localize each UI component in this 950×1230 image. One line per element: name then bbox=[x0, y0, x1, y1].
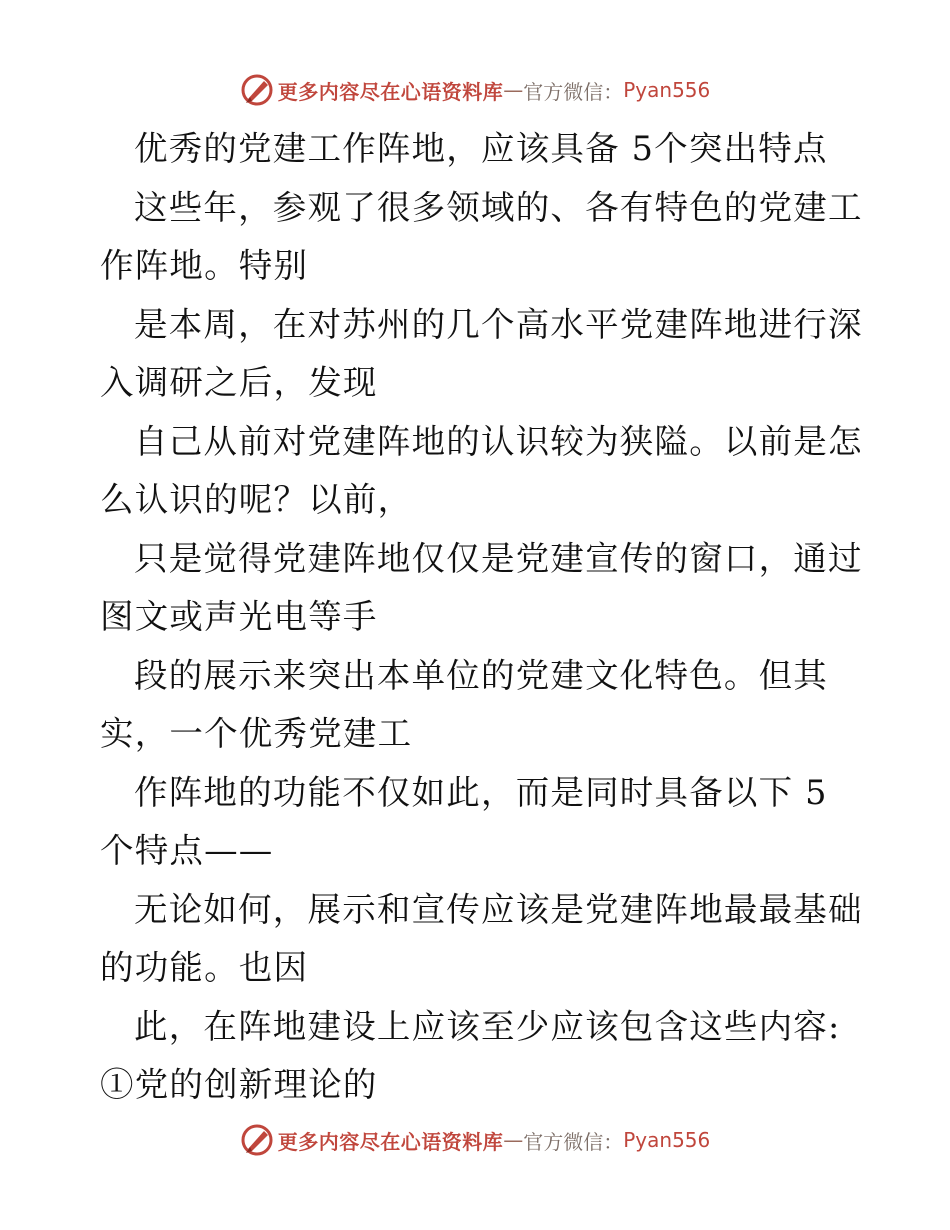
paragraph-line: 图文或声光电等手 bbox=[100, 597, 378, 636]
paragraph-line: 是本周，在对苏州的几个高水平党建阵地进行深 bbox=[134, 304, 863, 344]
paragraph-line: 只是觉得党建阵地仅仅是党建宣传的窗口，通过 bbox=[134, 538, 863, 578]
paragraph-line: 的功能。也因 bbox=[100, 948, 309, 987]
watermark-separator: — bbox=[503, 78, 524, 102]
paragraph-line: 作阵地的功能不仅如此，而是同时具备以下 5 bbox=[134, 772, 828, 812]
watermark-secondary-text: 官方微信： bbox=[523, 1129, 624, 1154]
paragraph-line: 优秀的党建工作阵地，应该具备 5个突出特点 bbox=[134, 129, 828, 168]
watermark-separator: — bbox=[503, 1128, 524, 1152]
watermark-secondary-text: 官方微信： bbox=[523, 79, 624, 104]
paragraph-line: 么认识的呢？以前， bbox=[100, 480, 413, 519]
paragraph-line: 入调研之后，发现 bbox=[100, 363, 378, 402]
paragraph-line: ①党的创新理论的 bbox=[100, 1065, 378, 1104]
pen-seal-logo-icon bbox=[240, 73, 274, 107]
paragraph-line: 个特点—— bbox=[100, 831, 274, 870]
paragraph-line: 无论如何，展示和宣传应该是党建阵地最最基础 bbox=[134, 889, 863, 929]
paragraph-line: 作阵地。特别 bbox=[100, 246, 309, 285]
paragraph-line: 实，一个优秀党建工 bbox=[100, 714, 413, 753]
paragraph-line: 自己从前对党建阵地的认识较为狭隘。以前是怎 bbox=[134, 421, 863, 461]
footer-watermark bbox=[0, 1120, 950, 1160]
watermark-main-text: 更多内容尽在心语资料库 bbox=[277, 1129, 504, 1154]
header-watermark bbox=[0, 70, 950, 110]
watermark-main-text: 更多内容尽在心语资料库 bbox=[277, 79, 504, 104]
watermark-brand: Pyan556 bbox=[623, 1128, 711, 1152]
document-body bbox=[100, 120, 863, 1115]
paragraph-line: 段的展示来突出本单位的党建文化特色。但其 bbox=[134, 655, 828, 695]
paragraph-line: 这些年，参观了很多领域的、各有特色的党建工 bbox=[134, 187, 863, 227]
pen-seal-logo-icon bbox=[240, 1123, 274, 1157]
paragraph-line: 此，在阵地建设上应该至少应该包含这些内容: bbox=[134, 1006, 841, 1046]
watermark-brand: Pyan556 bbox=[623, 78, 711, 102]
